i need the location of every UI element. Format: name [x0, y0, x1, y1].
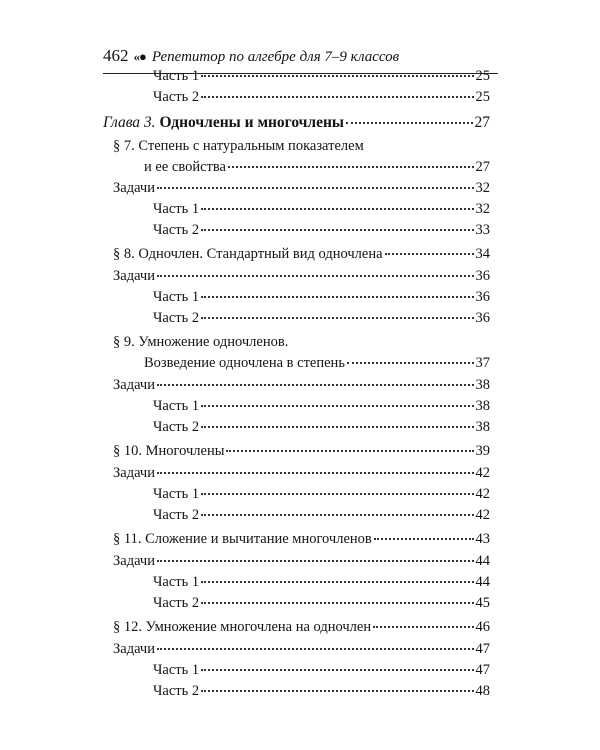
- toc-entry-tasks: [103, 178, 490, 199]
- dot-leader: [201, 581, 473, 583]
- toc-entry-part: [103, 220, 490, 241]
- toc-entry-part: [103, 484, 490, 505]
- toc-entry-section: [103, 136, 490, 178]
- toc-entry-title: Часть 2: [153, 683, 200, 699]
- toc-entry-title: Одночлены и многочлены: [159, 114, 345, 131]
- toc-entry-part: [103, 87, 490, 108]
- toc-entry-part: [103, 396, 490, 417]
- toc-entry-page: 25: [475, 89, 490, 105]
- toc-entry-part: [103, 287, 490, 308]
- toc-entry-title: Часть 2: [153, 222, 200, 238]
- toc-entry-section: [103, 441, 490, 462]
- toc-entry-page: 38: [475, 419, 490, 435]
- toc-entry-tasks: [103, 463, 490, 484]
- toc-entry-title: Задачи: [113, 553, 155, 569]
- toc-entry-chapter: [103, 112, 490, 133]
- toc-entry-page: 38: [475, 377, 490, 393]
- dot-leader: [201, 405, 473, 407]
- toc-entry-page: 34: [475, 246, 490, 262]
- toc-entry-page: 37: [475, 355, 490, 371]
- toc-entry-title: Часть 2: [153, 595, 200, 611]
- toc-entry-page: 42: [475, 486, 490, 502]
- toc-entry-title: Часть 2: [153, 310, 200, 326]
- toc-entry-page: 38: [475, 398, 490, 414]
- toc-entry-page: 27: [475, 159, 490, 175]
- toc-entry-part: [103, 199, 490, 220]
- toc-entry-page: 32: [475, 201, 490, 217]
- toc-entry-page: 45: [475, 595, 490, 611]
- toc-entry-section: [103, 617, 490, 638]
- dot-leader: [385, 253, 474, 255]
- dot-leader: [201, 75, 473, 77]
- toc-entry-page: 44: [475, 553, 490, 569]
- dot-leader: [347, 362, 474, 364]
- toc-entry-title: § 8. Одночлен. Стандартный вид одночлена: [113, 246, 383, 262]
- dot-leader: [157, 648, 474, 650]
- dot-leader: [201, 208, 473, 210]
- toc-entry-part: [103, 417, 490, 438]
- toc-entry-page: 36: [475, 268, 490, 284]
- toc-entry-section: [103, 244, 490, 265]
- toc-entry-title: § 12. Умножение многочлена на одночлен: [113, 619, 372, 635]
- dot-leader: [201, 669, 473, 671]
- page-number: 462: [103, 46, 129, 65]
- toc-entry-tasks: [103, 639, 490, 660]
- toc-entry-page: 48: [475, 683, 490, 699]
- toc-entry-title: Часть 1: [153, 201, 200, 217]
- dot-leader: [201, 493, 473, 495]
- dot-leader: [157, 275, 474, 277]
- toc-entry-tasks: [103, 375, 490, 396]
- toc-entry-part: [103, 505, 490, 526]
- toc-entry-title-line1: § 7. Степень с натуральным показателем: [113, 138, 364, 154]
- toc-entry-page: 39: [475, 443, 490, 459]
- toc-entry-page: 36: [475, 310, 490, 326]
- dot-leader: [157, 187, 474, 189]
- toc-entry-part: [103, 572, 490, 593]
- toc-entry-tasks: [103, 551, 490, 572]
- toc-entry-page: 33: [475, 222, 490, 238]
- toc-entry-title: § 11. Сложение и вычитание многочленов: [113, 531, 372, 547]
- toc-entry-title: Часть 1: [153, 574, 200, 590]
- toc-entry-title: Часть 2: [153, 419, 200, 435]
- dot-leader: [201, 296, 473, 298]
- toc-entry-page: 27: [474, 114, 490, 131]
- book-mark-icon: «●: [133, 49, 146, 64]
- toc-entry-title: Часть 1: [153, 486, 200, 502]
- toc-entry-title: Задачи: [113, 180, 155, 196]
- dot-leader: [373, 626, 473, 628]
- toc-entry-part: [103, 681, 490, 702]
- toc-entry-section: [103, 529, 490, 550]
- dot-leader: [157, 472, 474, 474]
- toc-entry-title: Часть 2: [153, 89, 200, 105]
- toc-entry-title: и ее свойства: [144, 159, 226, 175]
- dot-leader: [157, 560, 474, 562]
- toc-entry-page: 32: [475, 180, 490, 196]
- toc-entry-title: § 10. Многочлены: [113, 443, 225, 459]
- toc-entry-title-line1: § 9. Умножение одночленов.: [113, 334, 289, 350]
- toc-entry-page: 43: [475, 531, 490, 547]
- toc-entry-title: Задачи: [113, 377, 155, 393]
- toc-entry-part: [103, 66, 490, 87]
- toc-entry-title: Часть 1: [153, 398, 200, 414]
- toc-entry-page: 42: [475, 507, 490, 523]
- toc-entry-title: Задачи: [113, 641, 155, 657]
- toc-entry-title: Задачи: [113, 465, 155, 481]
- toc-entry-page: 44: [475, 574, 490, 590]
- dot-leader: [374, 538, 474, 540]
- dot-leader: [201, 690, 473, 692]
- toc-entry-page: 42: [475, 465, 490, 481]
- toc-entry-title: Часть 1: [153, 68, 200, 84]
- toc-entry-title: Часть 1: [153, 662, 200, 678]
- toc-entry-part: [103, 593, 490, 614]
- toc-entry-page: 46: [475, 619, 490, 635]
- dot-leader: [201, 514, 473, 516]
- toc-entry-page: 36: [475, 289, 490, 305]
- toc-entry-part: [103, 660, 490, 681]
- dot-leader: [201, 229, 473, 231]
- dot-leader: [226, 450, 473, 452]
- toc-entry-title: Возведение одночлена в степень: [144, 355, 345, 371]
- toc-entry-title: Задачи: [113, 268, 155, 284]
- toc-entry-tasks: [103, 266, 490, 287]
- dot-leader: [201, 426, 473, 428]
- dot-leader: [201, 317, 473, 319]
- dot-leader: [201, 602, 473, 604]
- toc-entry-page: 47: [475, 641, 490, 657]
- toc-entry-section: [103, 332, 490, 374]
- dot-leader: [228, 166, 474, 168]
- chapter-prefix: Глава 3.: [103, 114, 156, 131]
- dot-leader: [346, 122, 472, 124]
- running-title: Репетитор по алгебре для 7–9 классов: [151, 49, 400, 65]
- toc-entry-part: [103, 308, 490, 329]
- toc-entry-page: 47: [475, 662, 490, 678]
- toc-entry-title: Часть 2: [153, 507, 200, 523]
- dot-leader: [157, 384, 474, 386]
- dot-leader: [201, 96, 473, 98]
- toc-entry-page: 25: [475, 68, 490, 84]
- toc-entry-title: Часть 1: [153, 289, 200, 305]
